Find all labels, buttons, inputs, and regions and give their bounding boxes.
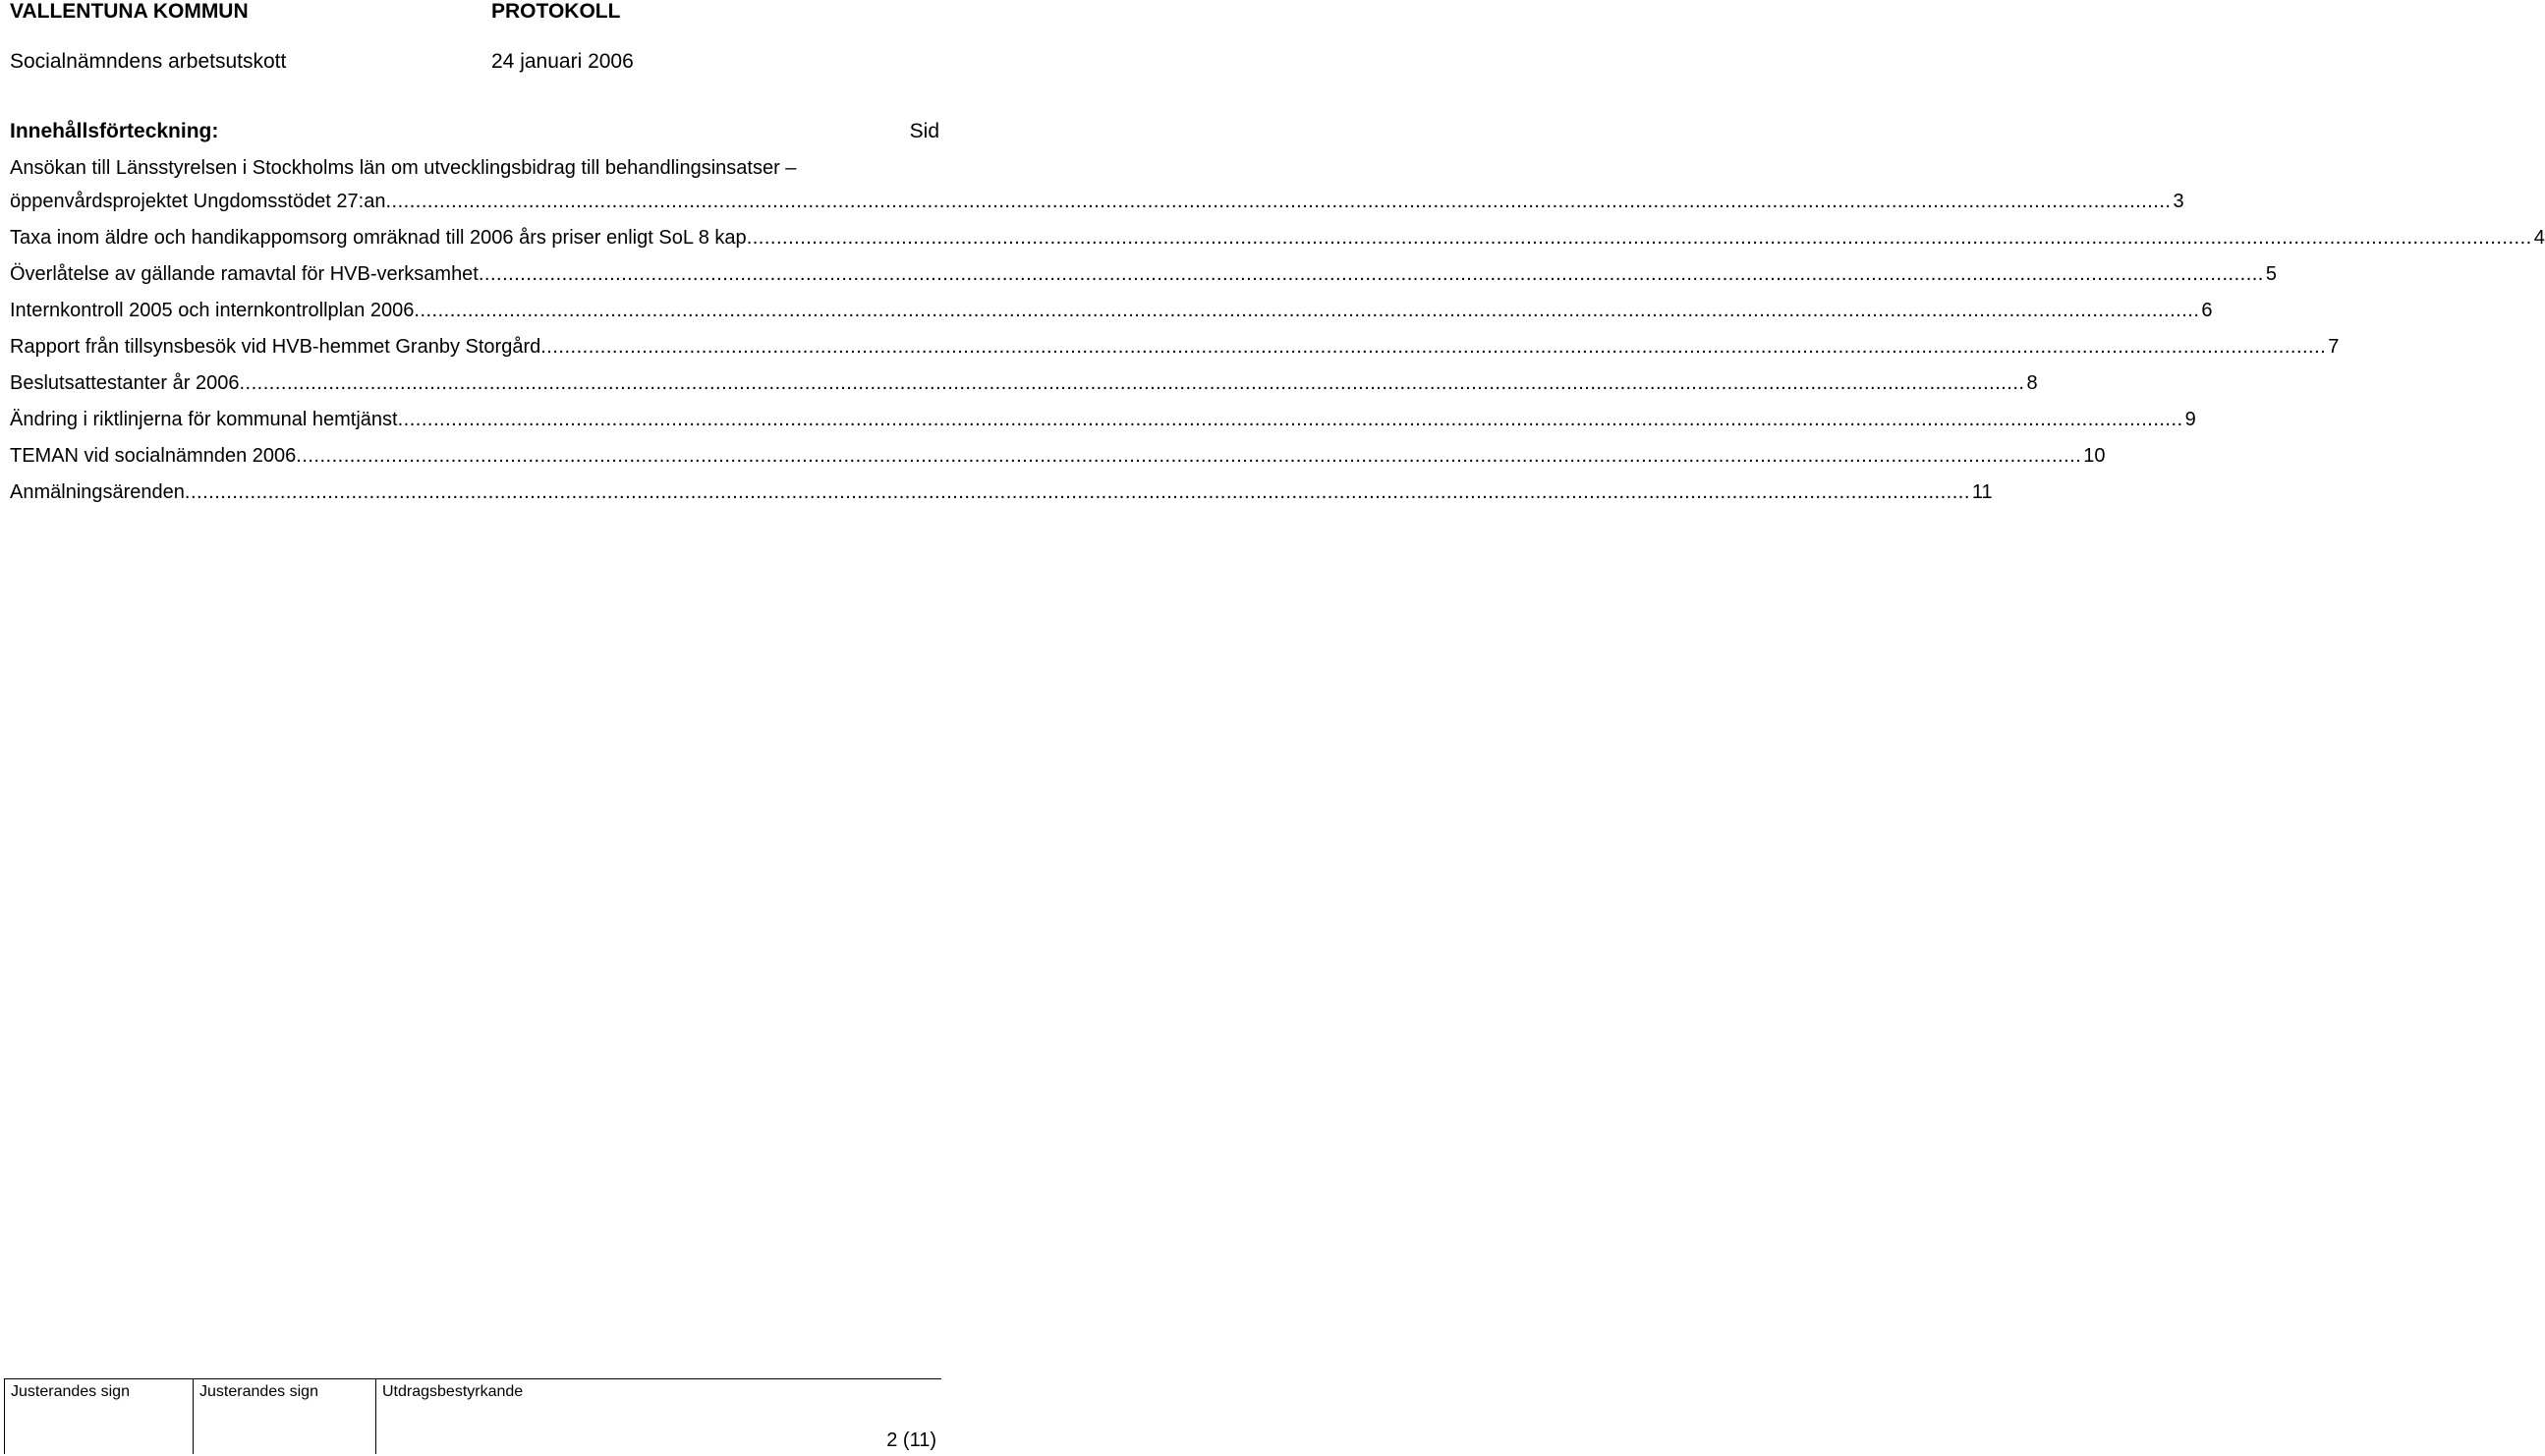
toc-entry[interactable] [10,438,2106,475]
toc-entry-title: TEMAN vid socialnämnden 2006 [10,445,297,467]
toc-entry-title: Ändring i riktlinjerna för kommunal hemtjänst [10,409,398,430]
toc-entry-title: Anmälningsärenden [10,481,185,503]
toc-entry-title: öppenvårdsprojektet Ungdomsstödet 27:an [10,191,386,212]
page-number: 2 (11) [886,1429,936,1451]
toc-entry[interactable] [10,475,1993,511]
toc-entry-page: 7 [2328,336,2340,358]
toc-leader-dots: ............................................................................................................................................................................................................................................................................................................ [414,300,2200,321]
signature-footer [4,1378,941,1454]
toc-entry-title: Rapport från tillsynsbesök vid HVB-hemmet Granby Storgård [10,336,541,358]
toc-page-column-label: Sid [909,120,939,142]
toc-entry-page: 8 [2026,372,2038,394]
toc-leader-dots: ............................................................................................................................................................................................................................................................................................................ [478,263,2264,285]
toc-entry[interactable] [10,256,2277,293]
toc-leader-dots: ............................................................................................................................................................................................................................................................................................................ [239,372,2025,394]
toc-leader-dots: ............................................................................................................................................................................................................................................................................................................ [296,445,2082,467]
extract-label: Utdragsbestyrkande [382,1383,524,1400]
toc-entry-page: 9 [2184,409,2196,430]
toc-leader-dots: ............................................................................................................................................................................................................................................................................................................ [746,227,2532,249]
sign-box-2 [193,1379,376,1454]
toc-entry-title: Internkontroll 2005 och internkontrollplan 2006 [10,300,415,321]
toc-entry-title: Beslutsattestanter år 2006 [10,372,240,394]
sign-label-2: Justerandes sign [199,1383,318,1400]
toc-entry-page: 4 [2533,227,2545,249]
toc-entry-title: Taxa inom äldre och handikappomsorg omräknad till 2006 års priser enligt SoL 8 kap [10,227,747,249]
table-of-contents [10,152,2545,511]
toc-entry-1-line1: Ansökan till Länsstyrelsen i Stockholms län om utvecklingsbidrag till behandlingsinsatser – [10,157,797,179]
organization-name: VALLENTUNA KOMMUN [10,0,249,23]
toc-entry[interactable] [10,329,2340,365]
toc-entry-page: 3 [2173,191,2184,212]
committee-name: Socialnämndens arbetsutskott [10,50,287,73]
toc-heading: Innehållsförteckning: [10,120,219,142]
sign-box-1 [4,1379,194,1454]
toc-entry-page: 5 [2265,263,2277,285]
toc-entry-page: 11 [1971,481,1993,503]
toc-entry[interactable] [10,220,2545,256]
toc-entry-title: Överlåtelse av gällande ramavtal för HVB-verksamhet [10,263,479,285]
toc-leader-dots: ............................................................................................................................................................................................................................................................................................................ [540,336,2327,358]
toc-entry-page: 6 [2201,300,2213,321]
toc-leader-dots: ............................................................................................................................................................................................................................................................................................................ [385,191,2172,212]
toc-entry-page: 10 [2083,445,2106,467]
document-type: PROTOKOLL [491,0,621,23]
sign-label-1: Justerandes sign [11,1383,130,1400]
toc-entry[interactable] [10,184,2184,220]
toc-entry[interactable] [10,365,2038,402]
toc-leader-dots: ............................................................................................................................................................................................................................................................................................................ [397,409,2183,430]
extract-box [375,1379,942,1454]
toc-entry[interactable] [10,293,2213,329]
meeting-date: 24 januari 2006 [491,50,634,73]
toc-entry[interactable] [10,402,2196,438]
toc-leader-dots: ............................................................................................................................................................................................................................................................................................................ [184,481,1970,503]
